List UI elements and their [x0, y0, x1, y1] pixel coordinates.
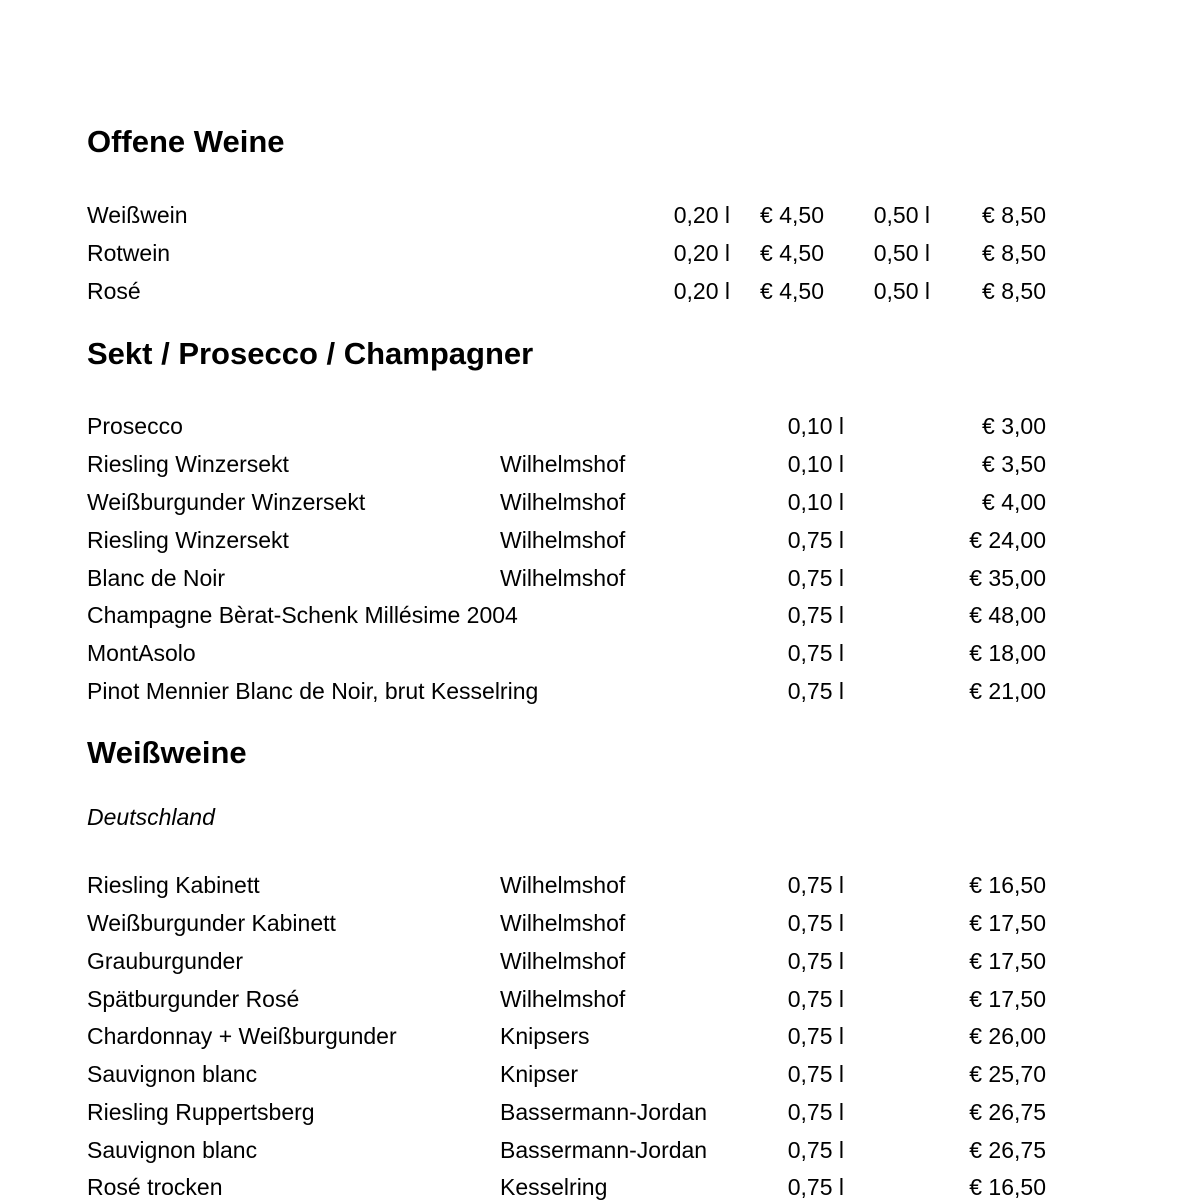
wine-price-small: € 4,50: [760, 278, 824, 304]
wine-name: Prosecco: [87, 413, 183, 439]
wine-price: € 18,00: [969, 640, 1046, 666]
wine-producer: Wilhelmshof: [500, 527, 626, 553]
wine-name: Weißwein: [87, 202, 188, 228]
wine-name: Spätburgunder Rosé: [87, 986, 300, 1012]
wine-producer: Wilhelmshof: [500, 565, 626, 591]
wine-producer: Bassermann-Jordan: [500, 1137, 708, 1163]
wine-price: € 17,50: [969, 948, 1046, 974]
wine-volume: 0,75 l: [787, 872, 844, 898]
menu-row: [0, 564, 1200, 602]
section-title-sekt: Sekt / Prosecco / Champagner: [87, 336, 534, 371]
wine-volume-small: 0,20 l: [673, 240, 730, 266]
wine-volume: 0,75 l: [787, 910, 844, 936]
menu-row: [0, 450, 1200, 488]
wine-price-large: € 8,50: [982, 240, 1046, 266]
wine-price-large: € 8,50: [982, 278, 1046, 304]
wine-price-small: € 4,50: [760, 202, 824, 228]
menu-row: [0, 601, 1200, 639]
wine-name: Sauvignon blanc: [87, 1137, 258, 1163]
menu-row: [0, 639, 1200, 677]
menu-row: [0, 526, 1200, 564]
wine-name: MontAsolo: [87, 640, 196, 666]
wine-price: € 25,70: [969, 1061, 1046, 1087]
wine-price: € 26,75: [969, 1099, 1046, 1125]
wine-volume-small: 0,20 l: [673, 202, 730, 228]
wine-volume: 0,75 l: [787, 1023, 844, 1049]
menu-row: [0, 277, 1200, 315]
wine-volume: 0,75 l: [787, 678, 844, 704]
wine-price: € 3,00: [982, 413, 1046, 439]
menu-row: [0, 1136, 1200, 1174]
menu-row: [0, 1173, 1200, 1200]
wine-price: € 17,50: [969, 910, 1046, 936]
wine-volume: 0,75 l: [787, 986, 844, 1012]
wine-producer: Wilhelmshof: [500, 489, 626, 515]
wine-producer: Kesselring: [500, 1174, 608, 1200]
wine-price: € 16,50: [969, 872, 1046, 898]
menu-row: [0, 1060, 1200, 1098]
wine-name: Rotwein: [87, 240, 171, 266]
wine-name: Grauburgunder: [87, 948, 243, 974]
section-title-weissweine: Weißweine: [87, 735, 247, 770]
wine-volume: 0,75 l: [787, 1174, 844, 1200]
wine-volume: 0,75 l: [787, 1061, 844, 1087]
wine-volume-large: 0,50 l: [873, 278, 930, 304]
menu-row: [0, 239, 1200, 277]
wine-volume: 0,75 l: [787, 640, 844, 666]
wine-volume: 0,75 l: [787, 948, 844, 974]
region-subtitle: Deutschland: [87, 804, 215, 830]
wine-price-small: € 4,50: [760, 240, 824, 266]
menu-row: [0, 1098, 1200, 1136]
menu-row: [0, 412, 1200, 450]
wine-price: € 17,50: [969, 986, 1046, 1012]
wine-producer: Bassermann-Jordan: [500, 1099, 708, 1125]
menu-row: [0, 1022, 1200, 1060]
wine-name: Rosé: [87, 278, 141, 304]
wine-name: Champagne Bèrat-Schenk Millésime 2004: [87, 602, 518, 628]
menu-row: [0, 677, 1200, 715]
wine-name: Weißburgunder Kabinett: [87, 910, 336, 936]
wine-name: Riesling Ruppertsberg: [87, 1099, 315, 1125]
menu-row: [0, 201, 1200, 239]
wine-producer: Wilhelmshof: [500, 986, 626, 1012]
wine-price: € 16,50: [969, 1174, 1046, 1200]
wine-name: Rosé trocken: [87, 1174, 223, 1200]
wine-producer: Wilhelmshof: [500, 872, 626, 898]
wine-name: Sauvignon blanc: [87, 1061, 258, 1087]
wine-volume: 0,75 l: [787, 527, 844, 553]
wine-name: Chardonnay + Weißburgunder: [87, 1023, 397, 1049]
wine-price: € 4,00: [982, 489, 1046, 515]
wine-volume: 0,75 l: [787, 1099, 844, 1125]
wine-price: € 3,50: [982, 451, 1046, 477]
wine-price: € 48,00: [969, 602, 1046, 628]
wine-price: € 21,00: [969, 678, 1046, 704]
wine-name: Riesling Winzersekt: [87, 527, 289, 553]
wine-price-large: € 8,50: [982, 202, 1046, 228]
menu-row: [0, 947, 1200, 985]
wine-volume-large: 0,50 l: [873, 240, 930, 266]
wine-price: € 26,00: [969, 1023, 1046, 1049]
wine-volume: 0,10 l: [787, 413, 844, 439]
wine-name: Pinot Mennier Blanc de Noir, brut Kesselring: [87, 678, 539, 704]
wine-price: € 26,75: [969, 1137, 1046, 1163]
menu-row: [0, 488, 1200, 526]
wine-volume-large: 0,50 l: [873, 202, 930, 228]
wine-producer: Knipsers: [500, 1023, 590, 1049]
wine-name: Blanc de Noir: [87, 565, 226, 591]
wine-producer: Wilhelmshof: [500, 451, 626, 477]
wine-volume: 0,75 l: [787, 1137, 844, 1163]
wine-price: € 35,00: [969, 565, 1046, 591]
wine-producer: Wilhelmshof: [500, 910, 626, 936]
menu-row: [0, 985, 1200, 1023]
menu-row: [0, 871, 1200, 909]
wine-name: Riesling Winzersekt: [87, 451, 289, 477]
wine-price: € 24,00: [969, 527, 1046, 553]
wine-producer: Knipser: [500, 1061, 578, 1087]
wine-volume: 0,10 l: [787, 489, 844, 515]
menu-row: [0, 909, 1200, 947]
wine-name: Riesling Kabinett: [87, 872, 260, 898]
wine-volume: 0,75 l: [787, 602, 844, 628]
wine-name: Weißburgunder Winzersekt: [87, 489, 366, 515]
wine-volume-small: 0,20 l: [673, 278, 730, 304]
wine-volume: 0,10 l: [787, 451, 844, 477]
wine-producer: Wilhelmshof: [500, 948, 626, 974]
section-title-offene-weine: Offene Weine: [87, 124, 285, 159]
wine-volume: 0,75 l: [787, 565, 844, 591]
